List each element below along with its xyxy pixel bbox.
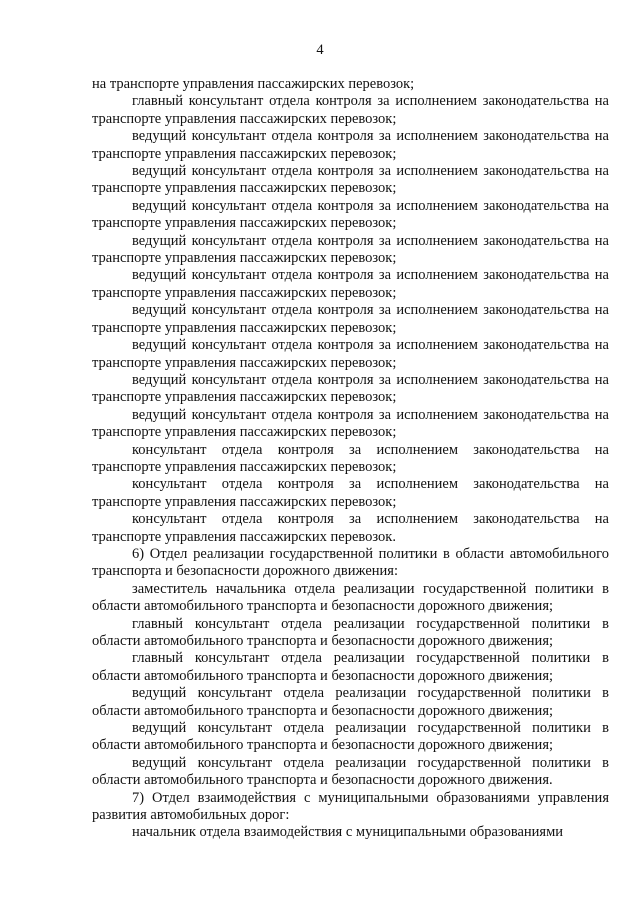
paragraph: главный консультант отдела реализации государственной политики в области автомобильного транспорта и безопасности дорожного движения;	[92, 650, 609, 684]
page-number: 4	[316, 42, 324, 58]
paragraph: заместитель начальника отдела реализации государственной политики в области автомобильного транспорта и безопасности дорожного движения;	[92, 580, 609, 615]
paragraph: ведущий консультант отдела контроля за исполнением законодательства на транспорте управления пассажирских перевозок;	[92, 371, 609, 406]
paragraph: 6) Отдел реализации государственной политики в области автомобильного транспорта и безопасности дорожного движения:	[92, 545, 609, 580]
paragraph: на транспорте управления пассажирских перевозок;	[92, 76, 415, 92]
paragraph: главный консультант отдела реализации государственной политики в области автомобильного транспорта и безопасности дорожного движения;	[92, 615, 609, 649]
paragraph: 7) Отдел взаимодействия с муниципальными образованиями управления развития автомобильных дорог:	[92, 789, 609, 824]
paragraph: ведущий консультант отдела реализации государственной политики в области автомобильного транспорта и безопасности дорожного движения.	[92, 754, 609, 789]
paragraph: ведущий консультант отдела контроля за исполнением законодательства на транспорте управления пассажирских перевозок;	[92, 163, 609, 197]
paragraph: ведущий консультант отдела контроля за исполнением законодательства на транспорте управления пассажирских перевозок;	[92, 302, 609, 336]
paragraph: консультант отдела контроля за исполнением законодательства на транспорте управления пассажирских перевозок;	[92, 476, 609, 510]
paragraph: ведущий консультант отдела реализации государственной политики в области автомобильного транспорта и безопасности дорожного движения;	[92, 720, 609, 754]
paragraph: ведущий консультант отдела реализации государственной политики в области автомобильного транспорта и безопасности дорожного движения;	[92, 685, 609, 719]
paragraph: начальник отдела взаимодействия с муниципальными образованиями	[132, 824, 564, 841]
paragraph: ведущий консультант отдела контроля за исполнением законодательства на транспорте управления пассажирских перевозок;	[92, 267, 609, 301]
paragraph: ведущий консультант отдела контроля за исполнением законодательства на транспорте управления пассажирских перевозок;	[92, 128, 609, 162]
paragraph: консультант отдела контроля за исполнением законодательства на транспорте управления пассажирских перевозок;	[92, 441, 609, 475]
paragraph: главный консультант отдела контроля за исполнением законодательства на транспорте управления пассажирских перевозок;	[92, 93, 609, 127]
paragraph: ведущий консультант отдела контроля за исполнением законодательства на транспорте управления пассажирских перевозок;	[92, 406, 609, 441]
paragraph: ведущий консультант отдела контроля за исполнением законодательства на транспорте управления пассажирских перевозок;	[92, 337, 609, 371]
document-body	[92, 76, 609, 842]
paragraph: ведущий консультант отдела контроля за исполнением законодательства на транспорте управления пассажирских перевозок;	[92, 197, 609, 232]
paragraph: консультант отдела контроля за исполнением законодательства на транспорте управления пассажирских перевозок.	[92, 511, 609, 545]
paragraph: ведущий консультант отдела контроля за исполнением законодательства на транспорте управления пассажирских перевозок;	[92, 232, 609, 267]
